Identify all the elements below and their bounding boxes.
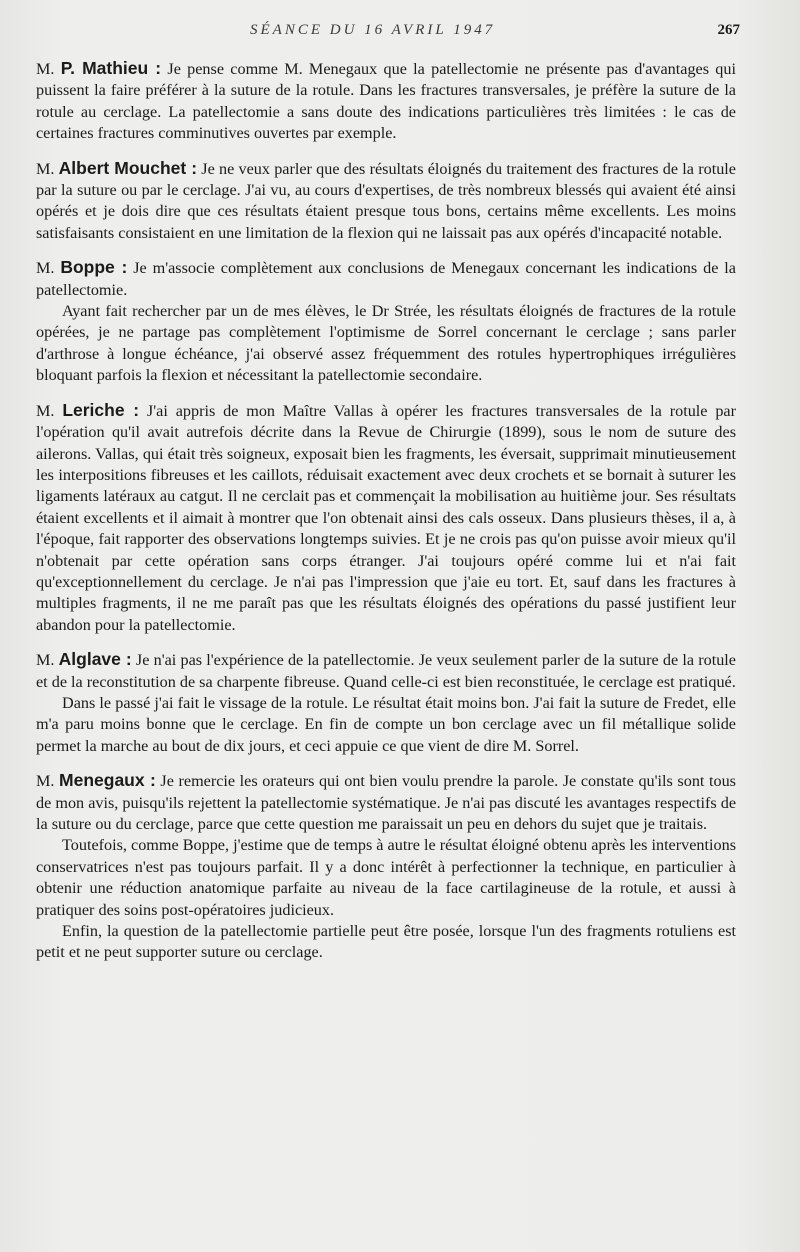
speaker-name: Albert Mouchet : [58, 157, 198, 178]
speech-mouchet [36, 158, 736, 245]
paragraph: Ayant fait rechercher par un de mes élèves, le Dr Strée, les résultats éloignés de fractures de la rotule opérées, je ne partage pas complètement l'optimisme de Sorrel concernant le cerclage ; sans parler d'arthrose à longue échéance, j'ai observé assez fréquemment des rotules hypertrophiques irrégulières bloquant parfois la flexion et nécessitant la patellectomie secondaire. [36, 302, 736, 385]
speaker-name: Boppe : [60, 257, 128, 278]
paragraph: Je n'ai pas l'expérience de la patellectomie. Je veux seulement parler de la suture de la rotule et de la reconstitution de sa charpente fibreuse. Quand celle-ci est bien reconstituée, le cerclage est pratiqué. [36, 651, 736, 691]
speaker-name: Alglave : [58, 649, 132, 670]
paragraph: J'ai appris de mon Maître Vallas à opérer les fractures transversales de la rotule par l'opération qu'il avait autrefois décrite dans la Revue de Chirurgie (1899), sous le nom de suture des ailerons. Vallas, qui était très soigneux, exposait bien les fragments, les éversait, supprimait minutieusement les interpositions fibreuses et les caillots, réduisait exactement avec deux crochets et se bornait à suturer les ligaments latéraux au catgut. Il ne cerclait pas et commençait la mobilisation au huitième jour. Ses résultats étaient excellents et il aimait à montrer que l'on obtenait ainsi des cals osseux. Dans plusieurs thèses, il a, à l'époque, fait rapporter des observations longtemps suivies. Et je ne crois pas qu'on puisse avoir mieux qu'il n'obtenait par cette opération sans corps étranger. J'ai toujours opéré comme lui et n'ai fait qu'exceptionnellement du cerclage. Je n'ai pas l'impression que j'aie eu tort. Et, sauf dans les fractures à multiples fragments, il ne me paraît pas que les résultats éloignés des opérations du passé justifient leur abandon pour la patellectomie. [36, 401, 736, 634]
paragraph: Je m'associe complètement aux conclusions de Menegaux concernant les indications de la patellectomie. [36, 259, 736, 299]
speaker-name: Menegaux : [59, 770, 156, 791]
body-text [36, 58, 736, 964]
speaker-prefix: M. [36, 651, 59, 670]
speaker-prefix: M. [36, 401, 63, 420]
speaker-prefix: M. [36, 159, 59, 178]
paragraph: Je remercie les orateurs qui ont bien voulu prendre la parole. Je constate qu'ils sont tous de mon avis, puisqu'ils rejettent la patellectomie systématique. Je n'ai pas discuté les avantages respectifs de la suture ou du cerclage, parce que cette question me paraissait un peu en dehors du sujet que je traitais. [36, 772, 736, 833]
speech-boppe [36, 257, 736, 301]
speech-leriche [36, 400, 736, 636]
paragraph: Enfin, la question de la patellectomie partielle peut être posée, lorsque l'un des fragments rotuliens est petit et ne peut supporter suture ou cerclage. [36, 922, 736, 962]
speaker-prefix: M. [36, 60, 61, 78]
page-number: 267 [717, 22, 740, 38]
speaker-prefix: M. [36, 772, 60, 791]
speech-menegaux [36, 770, 736, 835]
paragraph: Je ne veux parler que des résultats éloignés du traitement des fractures de la rotule par la suture ou par le cerclage. J'ai vu, au cours d'expertises, de très nombreux blessés qui avaient été ainsi opérés et je dois dire que ces résultats étaient presque tous bons, certains même excellents. Les moins satisfaisants consistaient en une limitation de la flexion qui ne laissait pas aux opérés d'incapacité notable. [36, 159, 736, 242]
speaker-name: Leriche : [62, 399, 140, 420]
paragraph: Je pense comme M. Menegaux que la patellectomie ne présente pas d'avantages qui puissent la faire préférer à la suture de la rotule. Dans les fractures transversales, je préfère la suture de la rotule au cerclage. La patellectomie a sans doute des indications particulières très limitées : le cas de certaines fractures comminutives ouvertes par exemple. [36, 60, 736, 143]
running-title: SÉANCE DU 16 AVRIL 1947 [250, 22, 496, 38]
speaker-prefix: M. [36, 259, 61, 278]
paragraph: Toutefois, comme Boppe, j'estime que de temps à autre le résultat éloigné obtenu après les interventions conservatrices n'est pas toujours parfait. Il y a donc intérêt à perfectionner la technique, en particulier à obtenir une réduction anatomique parfaite au niveau de la face cartilagineuse de la rotule, et aussi à pratiquer des soins post-opératoires judicieux. [36, 836, 736, 919]
paragraph: Dans le passé j'ai fait le vissage de la rotule. Le résultat était moins bon. J'ai fait la suture de Fredet, elle m'a paru moins bonne que le cerclage. En fin de compte un bon cerclage avec un fil métallique solide permet la marche au bout de dix jours, et ceci appuie ce que vient de dire M. Sorrel. [36, 693, 736, 755]
page-header [0, 22, 740, 44]
speech-mathieu [36, 58, 736, 145]
speaker-name: P. Mathieu : [60, 58, 162, 78]
speech-alglave [36, 649, 736, 693]
